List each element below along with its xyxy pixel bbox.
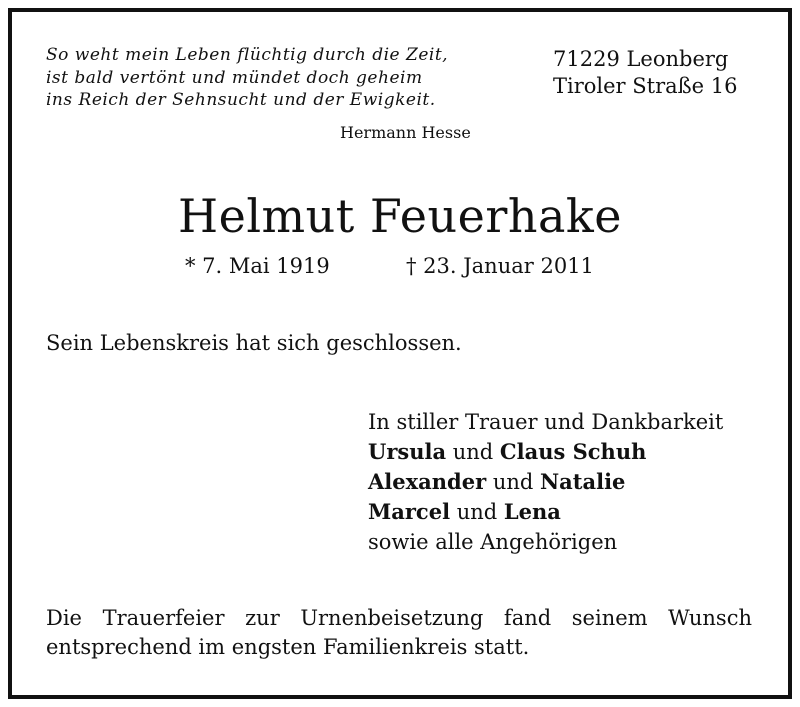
conjunction: und bbox=[486, 470, 540, 494]
address-block bbox=[553, 46, 738, 100]
statement-text: Sein Lebenskreis hat sich geschlossen. bbox=[46, 331, 462, 355]
poem-line: So weht mein Leben flüchtig durch die Zeit, bbox=[46, 45, 449, 65]
death-date: † 23. Januar 2011 bbox=[406, 254, 594, 278]
poem-line: ins Reich der Sehnsucht und der Ewigkeit. bbox=[46, 90, 436, 110]
mourner-name: Claus Schuh bbox=[499, 439, 647, 464]
conjunction: und bbox=[450, 500, 504, 524]
birth-date: * 7. Mai 1919 bbox=[185, 254, 330, 278]
poem-quote bbox=[46, 44, 448, 112]
poem-author: Hermann Hesse bbox=[340, 123, 471, 142]
mourner-name: Alexander bbox=[368, 469, 487, 494]
address-city: 71229 Leonberg bbox=[553, 47, 729, 71]
mourner-name: Ursula bbox=[368, 439, 447, 464]
address-street: Tiroler Straße 16 bbox=[553, 74, 738, 98]
mourner-row bbox=[368, 437, 723, 467]
conjunction: und bbox=[446, 440, 500, 464]
deceased-name: Helmut Feuerhake bbox=[177, 189, 622, 243]
funeral-line: Die Trauerfeier zur Urnenbeisetzung fand seinem Wunsch bbox=[46, 606, 752, 630]
mourners-intro: In stiller Trauer und Dankbarkeit bbox=[368, 410, 724, 434]
mourner-name: Lena bbox=[503, 499, 561, 524]
poem-line: ist bald vertönt und mündet doch geheim bbox=[46, 67, 423, 88]
mourner-row bbox=[368, 467, 723, 497]
funeral-note bbox=[46, 604, 752, 662]
mourner-name: Natalie bbox=[539, 469, 626, 494]
funeral-line: entsprechend im engsten Familienkreis statt. bbox=[46, 635, 530, 659]
mourners-outro: sowie alle Angehörigen bbox=[368, 530, 618, 554]
mourners-block bbox=[368, 407, 723, 557]
mourner-name: Marcel bbox=[368, 499, 451, 524]
mourner-row bbox=[368, 497, 723, 527]
